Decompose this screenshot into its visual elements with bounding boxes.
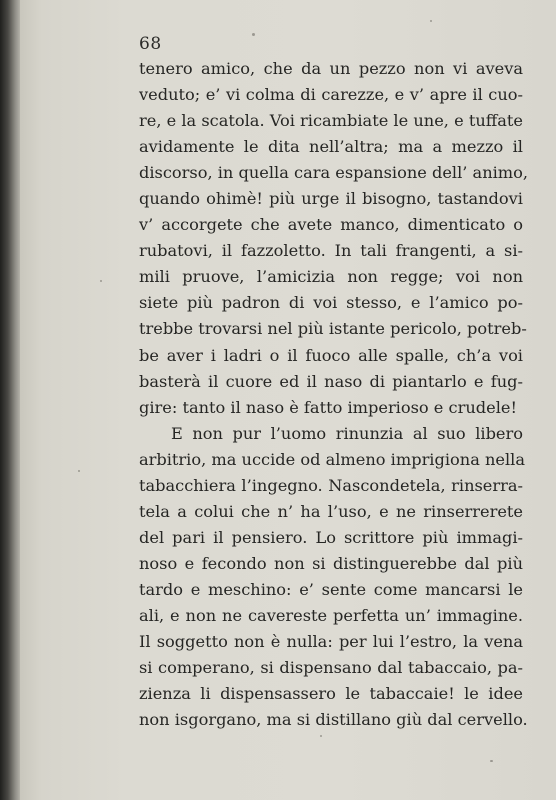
text-line: non isgorgano, ma si distillano giù dal cervello. (139, 710, 528, 730)
text-line: tabacchiera l’ingegno. Nascondetela, rinserra- (139, 475, 523, 495)
text-line: tardo e meschino: e’ sente come mancarsi le (139, 579, 523, 599)
text-line: gire: tanto il naso è fatto imperioso e crudele! (139, 397, 517, 417)
paper-speck (320, 735, 322, 737)
text-line: rubatovi, il fazzoletto. In tali frangenti, a si- (139, 241, 523, 261)
text-line: Il soggetto non è nulla: per lui l’estro, la vena (139, 632, 523, 652)
text-line: tela a colui che n’ ha l’uso, e ne rinserrerete (139, 501, 523, 521)
text-line: be aver i ladri o il fuoco alle spalle, ch’a voi (139, 345, 523, 365)
text-line: mili pruove, l’amicizia non regge; voi non (139, 267, 523, 287)
text-line: si comperano, si dispensano dal tabaccaio, pa- (139, 658, 523, 678)
text-line: basterà il cuore ed il naso di piantarlo e fug- (139, 371, 523, 391)
paper-speck (252, 33, 255, 36)
text-line: zienza li dispensassero le tabaccaie! le idee (139, 684, 523, 704)
text-line: tenero amico, che da un pezzo non vi aveva (139, 59, 523, 78)
text-line: arbitrio, ma uccide od almeno imprigiona nella (139, 449, 526, 469)
text-line: veduto; e’ vi colma di carezze, e v’ apre il cuo- (139, 85, 523, 105)
text-line: v’ accorgete che avete manco, dimenticato o (139, 215, 523, 235)
paper-speck (430, 20, 432, 22)
text-line: trebbe trovarsi nel più istante pericolo, potreb- (139, 319, 527, 339)
text-line: siete più padron di voi stesso, e l’amico po- (139, 293, 523, 313)
paper-speck (490, 760, 493, 762)
text-line: discorso, in quella cara espansione dell’ animo, (139, 163, 529, 183)
paper-speck (78, 470, 80, 472)
text-line: quando ohimè! più urge il bisogno, tastandovi (139, 189, 523, 209)
text-line: E non pur l’uomo rinunzia al suo libero (171, 423, 523, 443)
body-text (139, 56, 529, 733)
text-line: avidamente le dita nell’altra; ma a mezzo il (139, 137, 523, 157)
text-line: ali, e non ne cavereste perfetta un’ immagine. (139, 605, 523, 625)
page-number: 68 (139, 34, 162, 54)
book-spine-shadow (0, 0, 20, 800)
text-line: re, e la scatola. Voi ricambiate le une, e tuffate (139, 111, 523, 131)
text-line: del pari il pensiero. Lo scrittore più immagi- (139, 527, 523, 547)
paper-speck (100, 280, 102, 282)
text-line: noso e fecondo non si distinguerebbe dal più (139, 553, 523, 573)
